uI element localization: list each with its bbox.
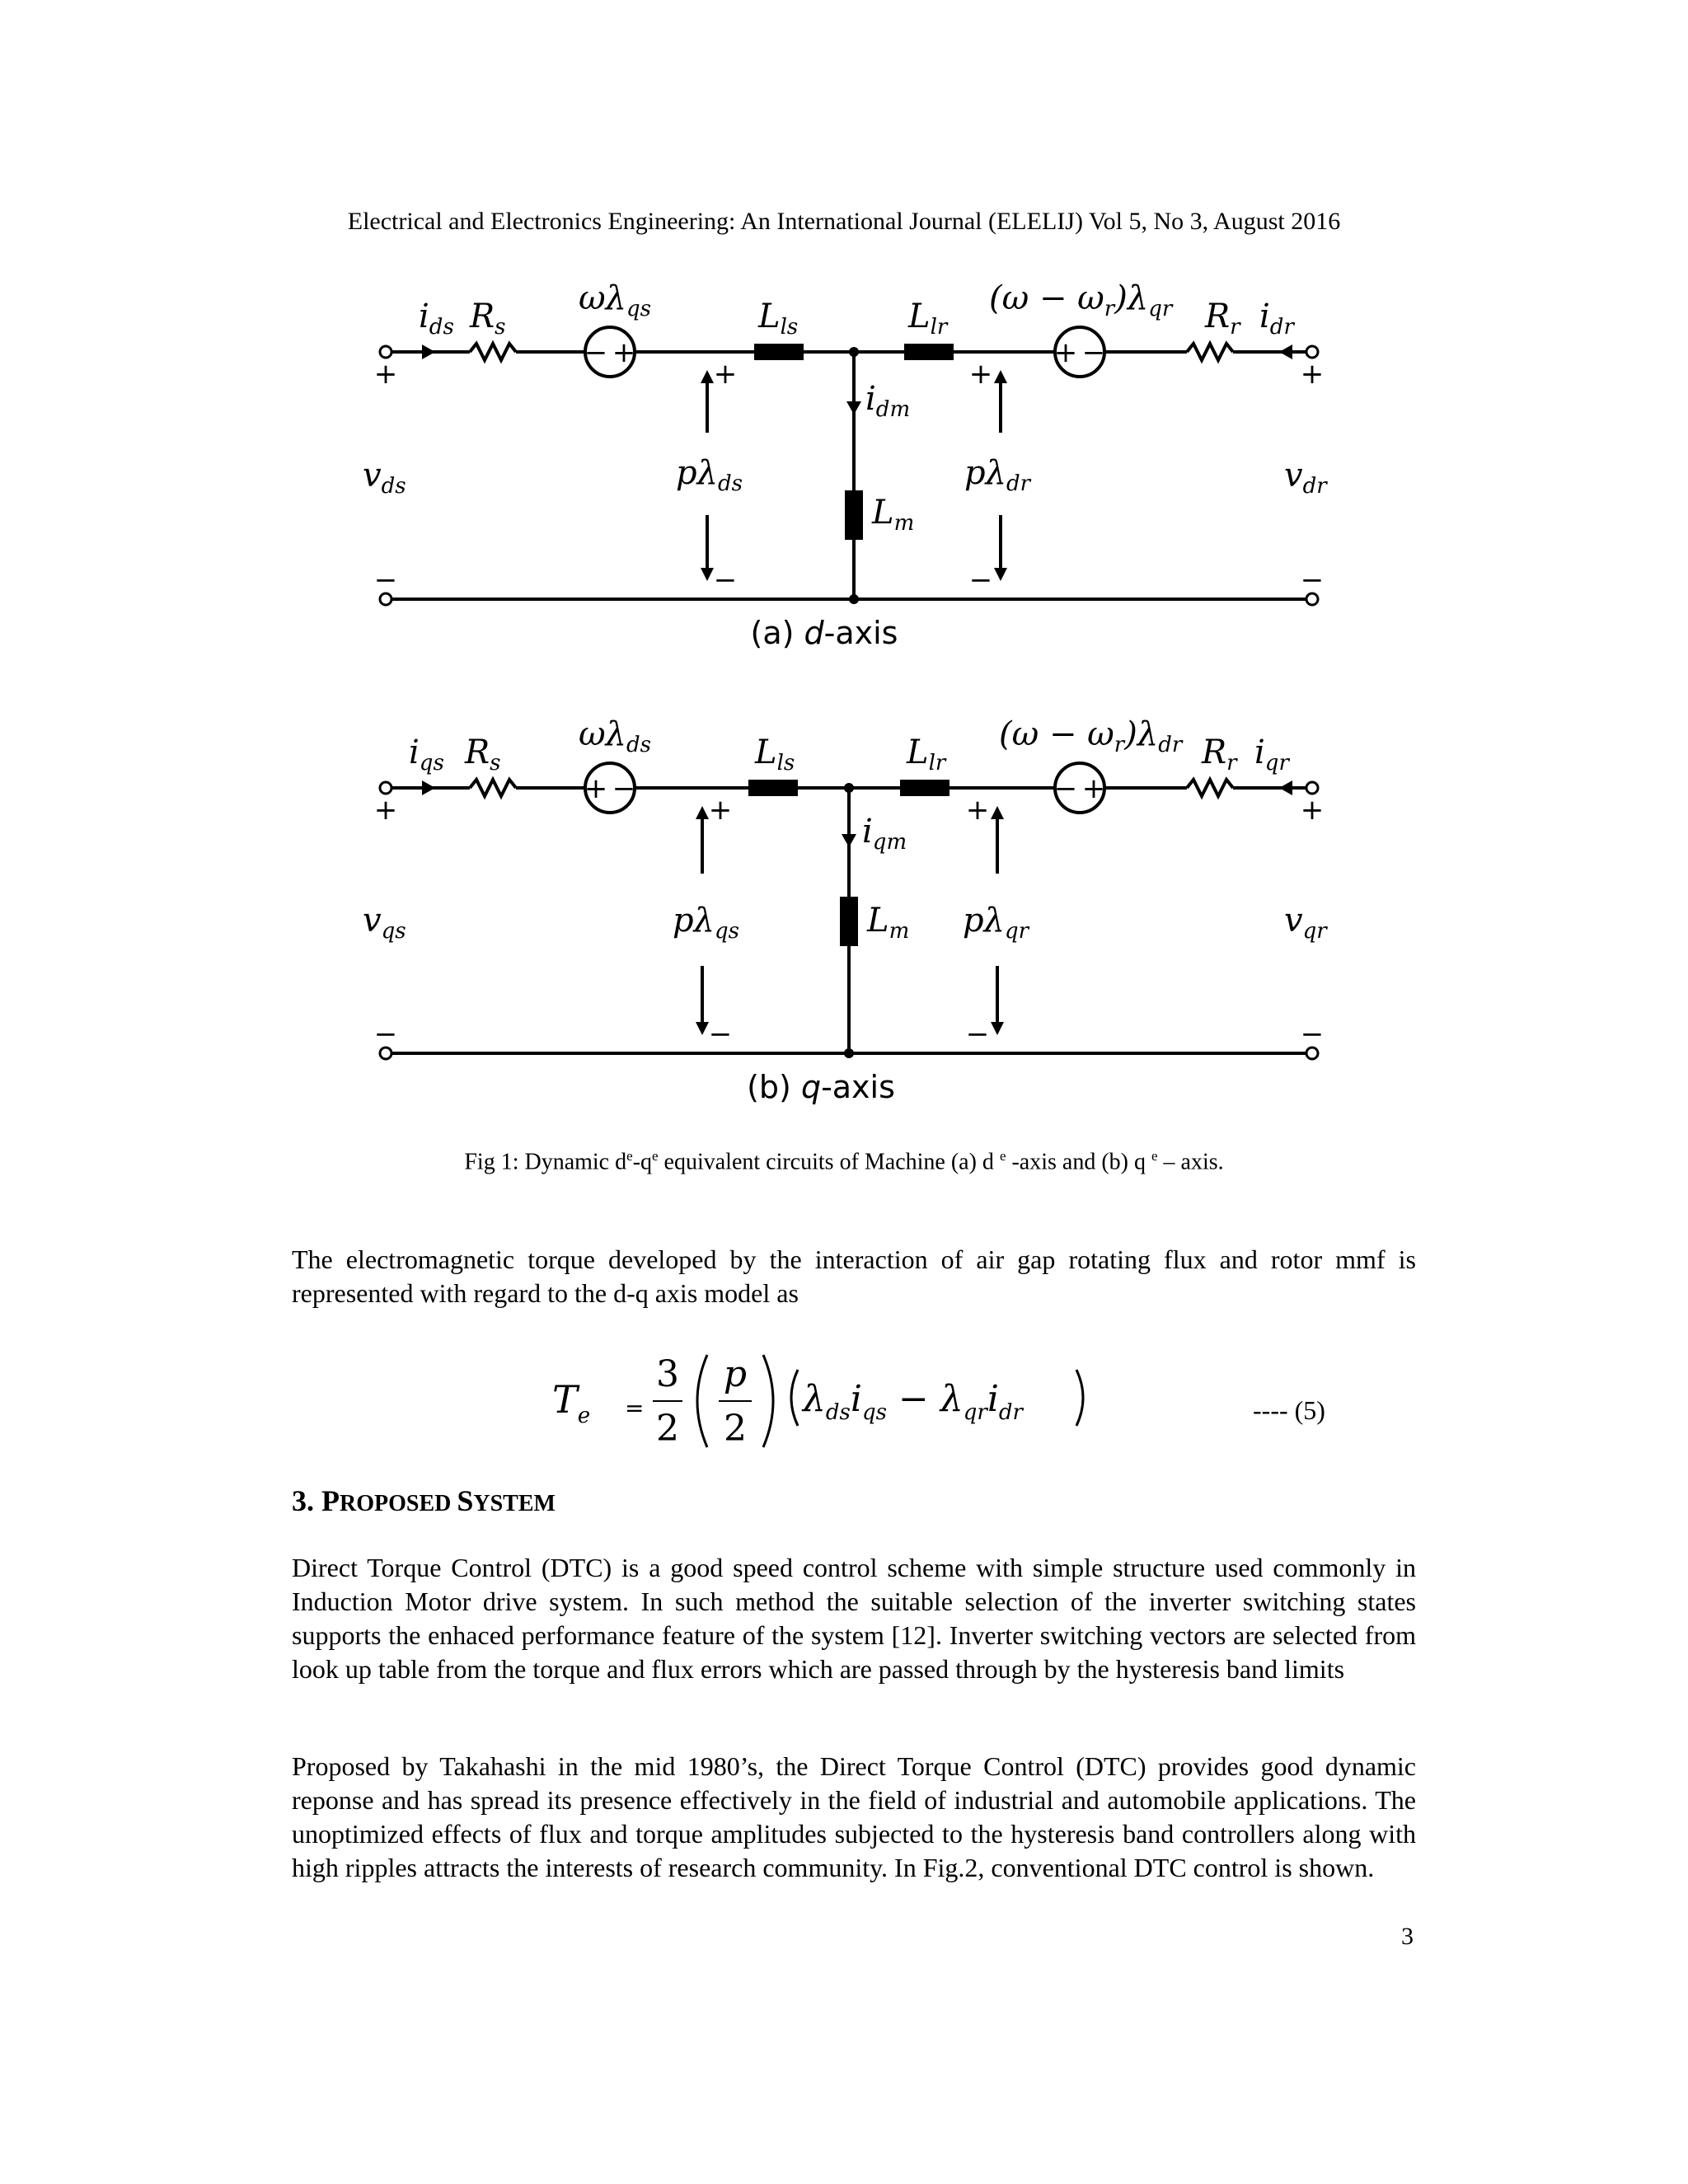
label-source-left: $\omega\lambda_{ds}$: [579, 715, 651, 757]
source-plus: +: [584, 772, 608, 805]
minus-sign: −: [1300, 564, 1325, 597]
plus-sign: +: [968, 358, 993, 391]
source-minus: −: [1053, 772, 1078, 805]
section-heading: 3. PROPOSED SYSTEM: [292, 1484, 556, 1517]
eq-frac2-num: p: [723, 1353, 748, 1395]
q-axis-circuit: [363, 709, 1385, 1113]
minus-sign: −: [373, 564, 398, 597]
llr-inductor: [904, 344, 954, 360]
plus-sign: +: [1300, 794, 1325, 827]
label-vds: $v_{ds}$: [363, 457, 406, 499]
figure-caption: Fig 1: Dynamic $d^e-q^e$ equivalent circuits of Machine (a) d $^e$ -axis and (b) q $^e$ – axis.: [464, 1148, 1224, 1175]
terminal-dr-top: [1306, 346, 1318, 358]
label-lm: $L_m$: [867, 902, 910, 944]
label-vqr: $v_{qr}$: [1284, 902, 1327, 944]
iqm-arrow: [842, 834, 856, 847]
idr-arrow: [1279, 344, 1292, 359]
label-llr: $L_{lr}$: [908, 298, 948, 340]
label-lm: $L_m$: [872, 494, 915, 536]
label-ids: $i_{ds}$: [419, 298, 454, 340]
label-llr: $L_{lr}$: [907, 733, 946, 776]
terminal-qr-top: [1306, 782, 1318, 794]
eq-frac1-den: 2: [656, 1408, 679, 1450]
label-vqs: $v_{qs}$: [363, 902, 406, 944]
plus-sign: +: [708, 794, 733, 827]
source-minus: −: [584, 336, 608, 369]
iqr-arrow: [1279, 780, 1292, 795]
label-idr: $i_{dr}$: [1259, 298, 1294, 340]
minus-sign: −: [373, 1018, 398, 1051]
label-source-right: $(\omega - \omega_r)\lambda_{qr}$: [989, 279, 1173, 321]
lm-inductor: [845, 490, 863, 540]
eq-frac2-den: 2: [724, 1408, 747, 1450]
plus-sign: +: [965, 794, 990, 827]
iqs-arrow: [422, 780, 435, 795]
paragraph-torque-intro: The electromagnetic torque developed by the interaction of air gap rotating flux and rotor mmf is represented with regard to the d-q axis model as: [292, 1244, 1416, 1308]
source-minus: −: [1081, 336, 1106, 369]
q-axis-caption: (b) q-axis: [747, 1069, 895, 1105]
eq-flux-current-terms: $\lambda_{ds}i_{qs} - \lambda_{qr}i_{dr}$: [803, 1378, 1023, 1425]
paragraph-dtc-overview: Direct Torque Control (DTC) is a good speed control scheme with simple structure used commonly in Induction Motor drive system. In such method the suitable selection of the inverter switching states supports the enhaced performance feature of the system [12]. Inverter switching vectors are selected from look up table from the torque and flux errors which are passed through by the hysteresis band limits: [292, 1553, 1416, 1684]
label-plambda-dr: $p\lambda_{dr}$: [964, 454, 1031, 496]
d-axis-circuit: [363, 268, 1385, 663]
eq-frac1-num: 3: [656, 1353, 679, 1395]
plus-sign: +: [1300, 358, 1325, 391]
lls-inductor: [754, 344, 804, 360]
lm-inductor: [840, 897, 858, 946]
label-lls: $L_{ls}$: [758, 298, 799, 340]
label-rs: $R_s$: [465, 733, 501, 776]
page-number: 3: [1401, 1923, 1414, 1950]
label-idm: $i_{dm}$: [865, 380, 911, 422]
terminal-qs-top: [380, 782, 392, 794]
minus-sign: −: [1300, 1018, 1325, 1051]
label-plambda-qs: $p\lambda_{qs}$: [673, 902, 739, 944]
minus-sign: −: [968, 564, 993, 597]
label-iqs: $i_{qs}$: [409, 733, 444, 776]
eq-lhs: $T_e$: [552, 1377, 591, 1428]
terminal-ds-top: [380, 346, 392, 358]
idm-arrow: [846, 401, 861, 415]
label-rr: $R_r$: [1202, 733, 1237, 776]
label-lls: $L_{ls}$: [755, 733, 795, 776]
label-plambda-ds: $p\lambda_{ds}$: [676, 454, 743, 496]
label-rr: $R_r$: [1205, 298, 1240, 340]
equation-number: ---- (5): [1253, 1395, 1325, 1425]
paragraph-dtc-history: Proposed by Takahashi in the mid 1980’s, the Direct Torque Control (DTC) provides good dynamic reponse and has spread its presence effectively in the field of industrial and automobile applications. The unoptimized effects of flux and torque amplitudes subjected to the hysteresis band controllers along with high ripples attracts the interests of research community. In Fig.2, conventional DTC control is shown.: [292, 1751, 1416, 1882]
eq-equals: =: [625, 1394, 645, 1422]
label-plambda-qr: $p\lambda_{qr}$: [963, 902, 1029, 944]
label-source-right: $(\omega - \omega_r)\lambda_{dr}$: [999, 715, 1183, 757]
ids-arrow: [422, 344, 435, 359]
minus-sign: −: [713, 564, 738, 597]
minus-sign: −: [708, 1018, 733, 1051]
llr-inductor: [900, 780, 950, 796]
plus-sign: +: [373, 794, 398, 827]
minus-sign: −: [965, 1018, 990, 1051]
label-vdr: $v_{dr}$: [1284, 457, 1327, 499]
label-iqr: $i_{qr}$: [1254, 733, 1289, 776]
running-header: Electrical and Electronics Engineering: An International Journal (ELELIJ) Vol 5, No 3, August 2016: [347, 208, 1341, 235]
label-source-left: $\omega\lambda_{qs}$: [579, 279, 651, 321]
source-plus: +: [612, 336, 636, 369]
lls-inductor: [748, 780, 798, 796]
d-axis-caption: (a) d-axis: [750, 615, 898, 651]
label-rs: $R_s$: [470, 298, 506, 340]
label-iqm: $i_{qm}$: [862, 813, 907, 855]
source-minus: −: [612, 772, 636, 805]
source-plus: +: [1081, 772, 1106, 805]
plus-sign: +: [373, 358, 398, 391]
source-plus: +: [1053, 336, 1078, 369]
plus-sign: +: [713, 358, 738, 391]
